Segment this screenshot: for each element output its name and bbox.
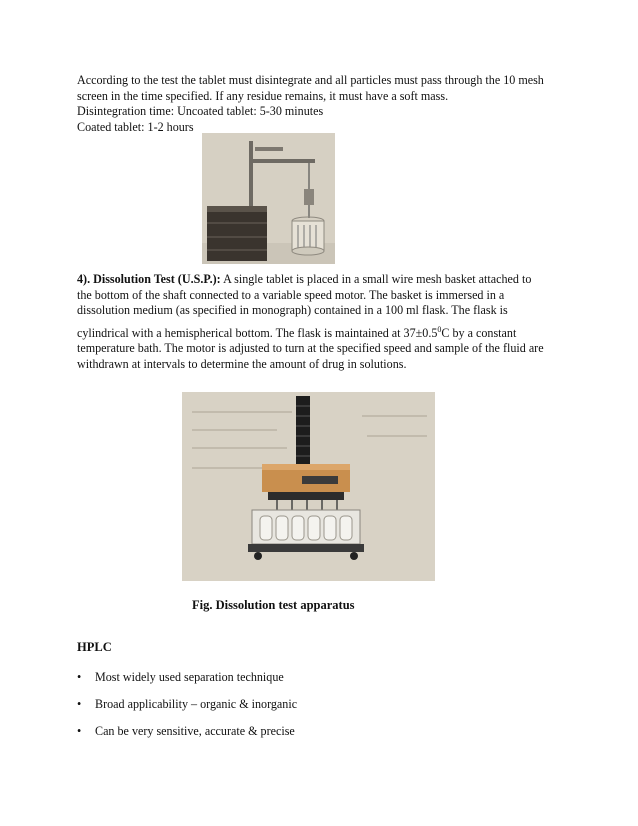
disintegration-apparatus-image <box>202 133 335 264</box>
dissolution-line: temperature bath. The motor is adjusted to turn at the specified speed and sample of the fluid are <box>77 341 544 356</box>
bullet-icon: • <box>77 670 82 684</box>
dissolution-line: the bottom of the shaft connected to a variable speed motor. The basket is immersed in a <box>77 287 505 302</box>
section-heading-hplc: HPLC <box>77 640 112 654</box>
dissolution-title: 4). Dissolution Test (U.S.P.): <box>77 272 221 286</box>
dissolution-apparatus-image <box>182 392 435 581</box>
dissolution-line: A single tablet is placed in a small wire mesh basket attached to <box>223 272 532 286</box>
list-item <box>77 697 297 724</box>
dissolution-paragraph <box>77 272 563 372</box>
hplc-bullet-list <box>77 670 297 751</box>
list-item-text: Can be very sensitive, accurate & precise <box>95 724 295 738</box>
list-item-text: Broad applicability – organic & inorganic <box>95 697 298 711</box>
bullet-icon: • <box>77 697 82 711</box>
intro-line: According to the test the tablet must disintegrate and all particles must pass through the 10 mesh <box>77 73 544 87</box>
intro-line: Coated tablet: 1-2 hours <box>77 119 194 134</box>
dissolution-line: cylindrical with a hemispherical bottom. The flask is maintained at 37±0.5 <box>77 325 438 340</box>
dissolution-line: withdrawn at intervals to determine the amount of drug in solutions. <box>77 356 407 371</box>
dissolution-line: dissolution medium (as specified in monograph) contained in a 100 ml flask. The flask is <box>77 303 508 317</box>
bullet-icon: • <box>77 724 82 738</box>
intro-line: screen in the time specified. If any residue remains, it must have a soft mass. <box>77 88 449 103</box>
degree-superscript: 0 <box>437 324 442 334</box>
figure-caption: Fig. Dissolution test apparatus <box>192 598 355 612</box>
list-item-text: Most widely used separation technique <box>95 670 284 684</box>
list-item <box>77 724 297 751</box>
intro-paragraph <box>77 73 563 135</box>
disintegration-apparatus-drawing <box>202 133 335 264</box>
dissolution-line: C by a constant <box>441 325 517 340</box>
intro-line: Disintegration time: Uncoated tablet: 5-30 minutes <box>77 104 324 118</box>
list-item <box>77 670 297 697</box>
dissolution-apparatus-drawing <box>182 392 435 581</box>
